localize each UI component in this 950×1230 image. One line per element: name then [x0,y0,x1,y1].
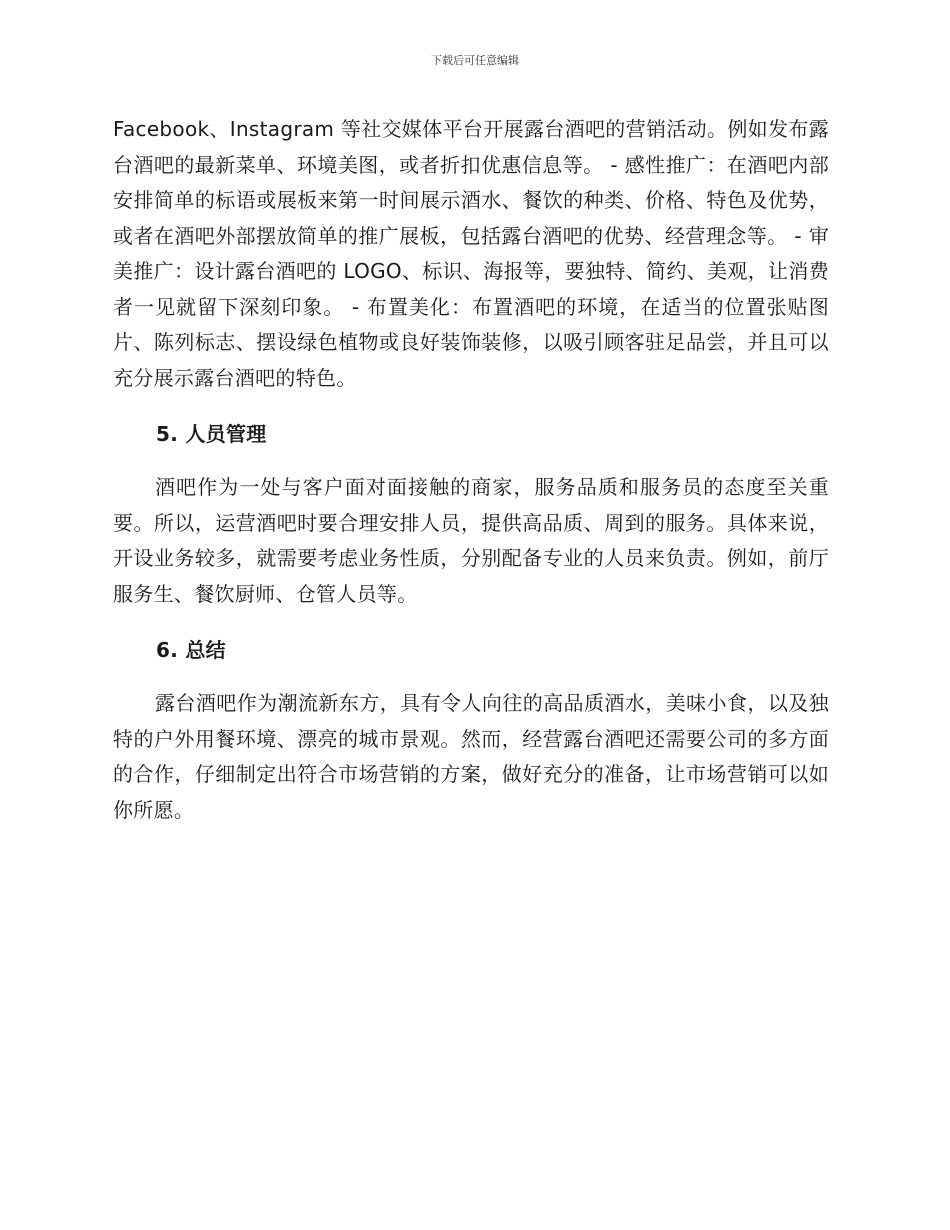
paragraph-staff-management: 酒吧作为一处与客户面对面接触的商家，服务品质和服务员的态度至关重要。所以，运营酒吧时要合理安排人员，提供高品质、周到的服务。具体来说，开设业务较多，就需要考虑业务性质，分别配备专业的人员来负责。例如，前厅服务生、餐饮厨师、仓管人员等。 [113,475,829,606]
document-body [113,112,829,828]
section-heading-staff-management: 5. 人员管理 [156,422,267,446]
paragraph-summary: 露台酒吧作为潮流新东方，具有令人向往的高品质酒水，美味小食，以及独特的户外用餐环境、漂亮的城市景观。然而，经营露台酒吧还需要公司的多方面的合作，仔细制定出符合市场营销的方案，做好充分的准备，让市场营销可以如你所愿。 [113,691,829,822]
paragraph-marketing-continued: Facebook、Instagram 等社交媒体平台开展露台酒吧的营销活动。例如发布露台酒吧的最新菜单、环境美图，或者折扣优惠信息等。 - 感性推广：在酒吧内部安排简单的标语或展板来第一时间展示酒水、餐饮的种类、价格、特色及优势，或者在酒吧外部摆放简单的推广展板，包括露台酒吧的优势、经营理念等。 - 审美推广：设计露台酒吧的 LOGO、标识、海报等，要独特、简约、美观，让消费者一见就留下深刻印象。 - 布置美化：布置酒吧的环境，在适当的位置张贴图片、陈列标志、摆设绿色植物或良好装饰装修，以吸引顾客驻足品尝，并且可以充分展示露台酒吧的特色。 [113,117,829,390]
page-header: 下载后可任意编辑 [431,54,519,67]
section-heading-summary: 6. 总结 [156,638,226,662]
